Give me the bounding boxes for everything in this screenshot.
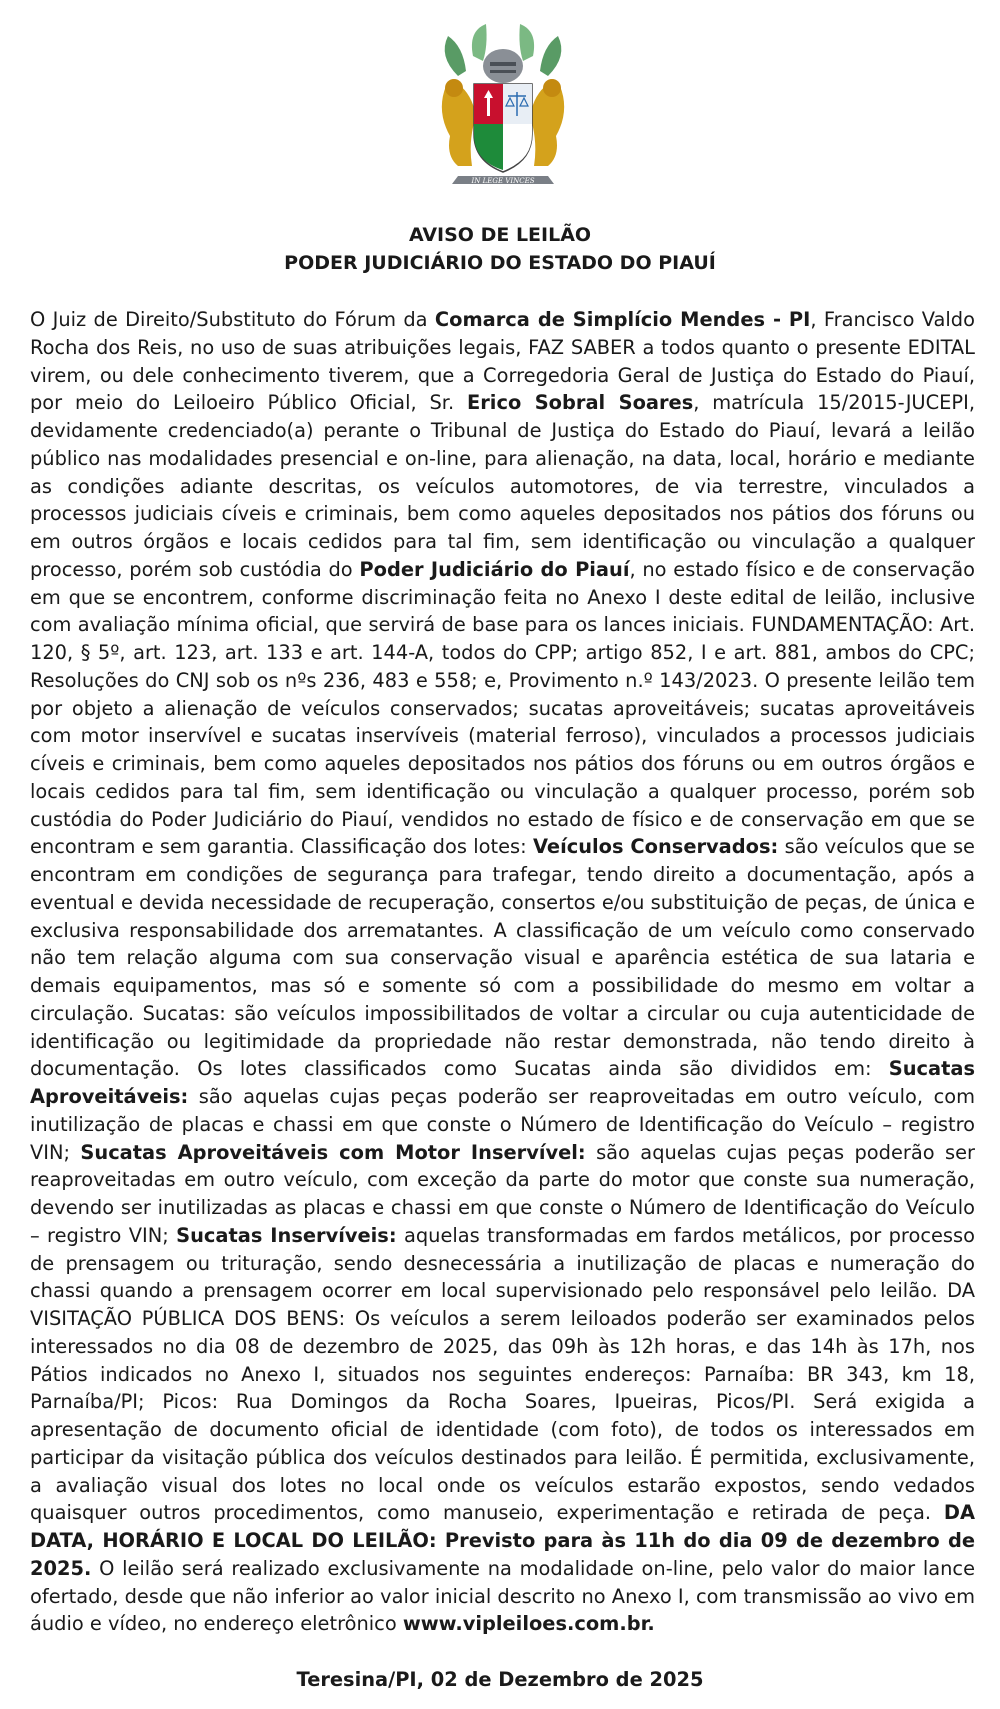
body-text-part: O Juiz de Direito/Substituto do Fórum da (30, 308, 435, 331)
body-text-part: , no estado físico e de conservação em que se encontrem, conforme discriminação feita no Anexo I deste edital de leilão, inclusive com avaliação mínima oficial, que servirá de base para os lances iniciais. FUNDAMENTAÇÃO: Art. 120, § 5º, art. 123, art. 133 e art. 144-A, todos do CPP; artigo 852, I e art. 881, ambos do CPC; Resoluções do CNJ sob os nºs 236, 483 e 558; e, Provimento n.º 143/2023. O presente leilão tem por objeto a alienação de veículos conservados; sucatas aproveitáveis; sucatas aproveitáveis com motor inservível e sucatas inservíveis (material ferroso), vinculados a processos judiciais cíveis e criminais, bem como aqueles depositados nos pátios dos fóruns ou em outros órgãos e locais cedidos para tal fim, sem identificação ou vinculação a qualquer processo, porém sob custódia do Poder Judiciário do Piauí, vendidos no estado de físico e de conservação em que se encontram e sem garantia. Classificação dos lotes: (30, 557, 975, 859)
auction-website-link[interactable]: www.vipleiloes.com.br. (402, 1612, 655, 1636)
body-text-part: aquelas transformadas em fardos metálicos, por processo de prensagem ou trituração, sendo desnecessária a inutilização de placas e numeração do chassi quando a prensagem ocorrer em local supervisionado pelo responsável pelo leilão. DA VISITAÇÃO PÚBLICA DOS BENS: Os veículos a serem leiloados poderão ser examinados pelos interessados no dia 08 de dezembro de 2025, das 09h às 12h horas, e das 14h às 17h, nos Pátios indicados no Anexo I, situados nos seguintes endereços: Parnaíba: BR 343, km 18, Parnaíba/PI; Picos: Rua Domingos da Rocha Soares, Ipueiras, Picos/PI. Será exigida a apresentação de documento oficial de identidade (com foto), de todos os interessados em participar da visitação pública dos veículos destinados para leilão. É permitida, exclusivamente, a avaliação visual dos lotes no local onde os veículos estarão expostos, sendo vedados quaisquer outros procedimentos, como manuseio, experimentação e retirada de peça. (30, 1223, 975, 1525)
class-conservados: Veículos Conservados: (532, 835, 779, 859)
body-text-part: são aquelas cujas peças poderão ser reaproveitadas em outro veículo, com exceção da parte do motor que conste sua numeração, devendo ser inutilizadas as placas e chassi em que conste o Número de Identificação do Veículo – registro VIN; (30, 1140, 975, 1247)
body-text-part: O leilão será realizado exclusivamente na modalidade on-line, pelo valor do maior lance ofertado, desde que não inferior ao valor inicial descrito no Anexo I, com transmissão ao vivo em áudio e vídeo, no endereço eletrônico (30, 1556, 975, 1636)
class-aproveitaveis-motor: Sucatas Aproveitáveis com Motor Inservível: (80, 1140, 586, 1164)
body-text-part: , matrícula 15/2015-JUCEPI, devidamente credenciado(a) perante o Tribunal de Justiça do Estado do Piauí, levará a leilão público nas modalidades presencial e on-line, para alienação, na data, local, horário e mediante as condições adiante descritas, os veículos automotores, de via terrestre, vinculados a processos judiciais cíveis e criminais, bem como aqueles depositados nos pátios dos fóruns ou em outros órgãos e locais cedidos para tal fim, sem identificação ou vinculação a qualquer processo, porém sob custódia do (30, 391, 975, 581)
document-subtitle: PODER JUDICIÁRIO DO ESTADO DO PIAUÍ (284, 252, 716, 274)
body-text-part: são veículos que se encontram em condições de segurança para trafegar, tendo direito a documentação, após a eventual e devida necessidade de recuperação, consertos e/ou substituição de peças, de única e exclusiva responsabilidade dos arrematantes. A classificação de um veículo como conservado não tem relação alguma com sua conservação visual e aparência estética de sua lataria e demais equipamentos, mas só e somente só com a possibilidade do mesmo em voltar a circulação. Sucatas: são veículos impossibilitados de voltar a circular ou cuja autenticidade de identificação ou legitimidade da propriedade não restar demonstrada, não tendo direito à documentação. Os lotes classificados como Sucatas ainda são divididos em: (30, 835, 975, 1081)
place-and-date: Teresina/PI, 02 de Dezembro de 2025 (296, 1668, 704, 1691)
auctioneer-name: Erico Sobral Soares (467, 391, 694, 415)
document-title: AVISO DE LEILÃO (408, 224, 592, 246)
auction-date-notice: DA DATA, HORÁRIO E LOCAL DO LEILÃO: Previsto para às 11h do dia 09 de dezembro de 2025. (30, 1501, 975, 1580)
emblem-motto: IN LEGE VINCES (471, 177, 535, 185)
custodian-name: Poder Judiciário do Piauí (359, 557, 630, 581)
body-text-part: são aquelas cujas peças poderão ser reaproveitadas em outro veículo, com inutilização de placas e chassi em que conste o Número de Identificação do Veículo – registro VIN; (30, 1085, 975, 1164)
edital-body (30, 306, 975, 1638)
class-inserviveis: Sucatas Inservíveis: (176, 1223, 397, 1247)
comarca-name: Comarca de Simplício Mendes - PI (434, 308, 811, 331)
class-aproveitaveis: Sucatas Aproveitáveis: (30, 1057, 975, 1108)
body-text-part: , Francisco Valdo Rocha dos Reis, no uso de suas atribuições legais, FAZ SABER a todos quanto o presente EDITAL virem, ou dele conhecimento tiverem, que a Corregedoria Geral de Justiça do Estado do Piauí, por meio do Leiloeiro Público Oficial, Sr. (30, 308, 975, 415)
coat-of-arms-emblem (428, 16, 578, 196)
